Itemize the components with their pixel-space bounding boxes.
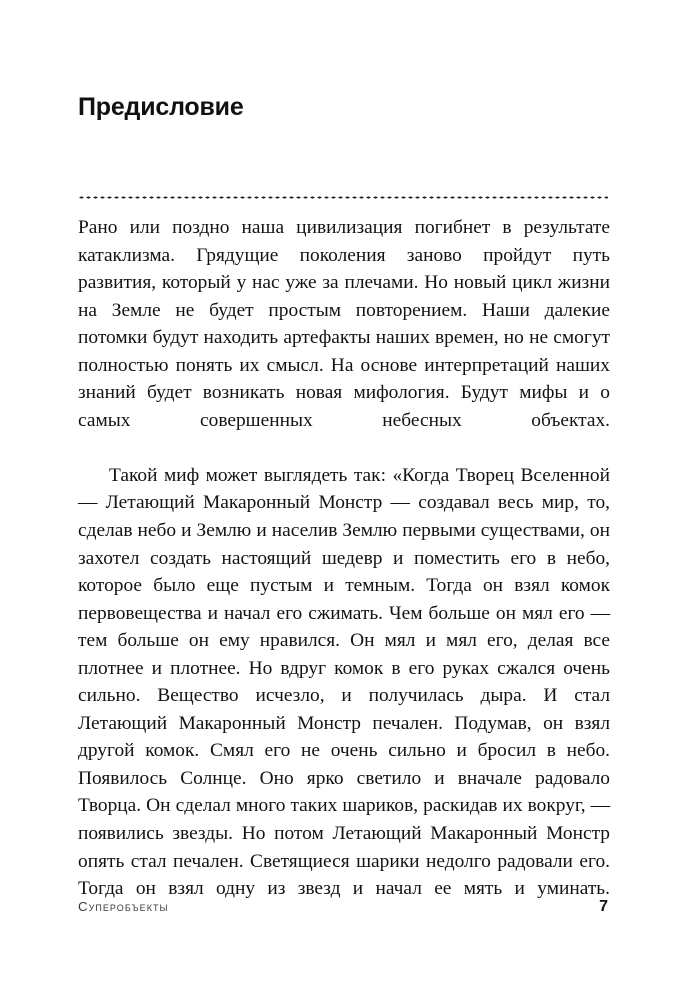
running-head: Суперобъекты: [78, 899, 169, 914]
paragraph: Рано или поздно наша цивилизация погибнет в результате катаклизма. Грядущие поколения заново пройдут путь развития, который у нас уже за плечами. Но новый цикл жизни на Земле не будет простым повторением. Наши далекие потомки будут находить артефакты наших времен, но не смогут полностью понять их смысл. На основе интерпретаций наших знаний будет возникать новая мифология. Будут мифы и о самых совершенных небесных объектах.: [78, 217, 610, 431]
body-text-block: [78, 214, 610, 930]
page-title: Предисловие: [78, 93, 244, 121]
page-number: 7: [599, 898, 608, 915]
dotted-divider: [78, 196, 608, 199]
paragraph: Такой миф может выглядеть так: «Когда Творец Вселенной — Летающий Макаронный Монстр — создавал весь мир, то, сделав небо и Землю и населив Землю первыми существами, он захотел создать настоящий шедевр и поместить его в небо, которое было еще пустым и темным. Тогда он взял комок первовещества и начал его сжимать. Чем больше он мял его — тем больше он ему нравился. Он мял и мял его, делая все плотнее и плотнее. Но вдруг комок в его руках сжался очень сильно. Вещество исчезло, и получилась дыра. И стал Летающий Макаронный Монстр печален. Подумав, он взял другой комок. Смял его не очень сильно и бросил в небо. Появилось Солнце. Оно ярко светило и вначале радовало Творца. Он сделал много таких шариков, раскидав их вокруг, — появились звезды. Но потом Летающий Макаронный Монстр опять стал печален. Светящиеся шарики недолго радовали его. Тогда он взял одну из звезд и начал ее мять и уминать.: [78, 464, 610, 900]
page-footer: [78, 898, 608, 916]
